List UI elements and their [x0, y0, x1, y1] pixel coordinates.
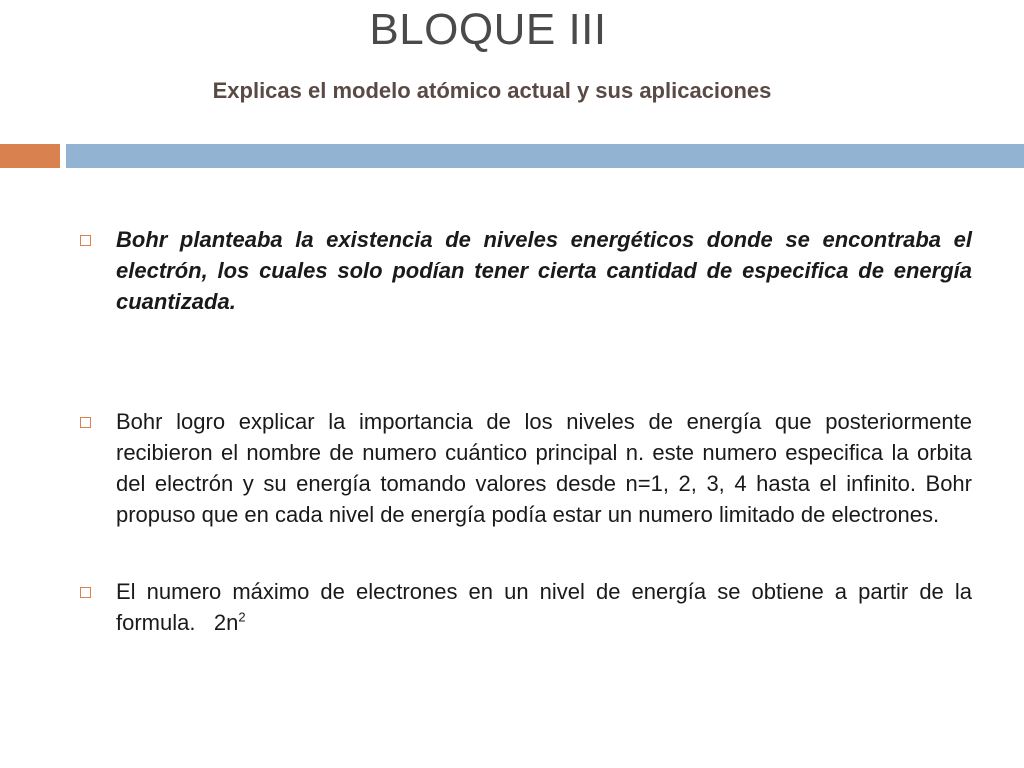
slide-subtitle: Explicas el modelo atómico actual y sus aplicaciones	[212, 78, 772, 103]
formula-base: 2n	[213, 610, 239, 635]
square-bullet-icon	[80, 587, 91, 598]
accent-bar-blue	[66, 144, 1024, 168]
bullet-item-3	[76, 576, 972, 638]
bullet-item-2	[76, 406, 972, 530]
bullet-text: Bohr logro explicar la importancia de los niveles de energía que posteriormente recibieron el nombre de numero cuántico principal n. este numero especifica la orbita del electrón y su energía tomando valores desde n=1, 2, 3, 4 hasta el infinito. Bohr propuso que en cada nivel de energía podía estar un numero limitado de electrones.	[116, 409, 972, 527]
slide-title: BLOQUE III	[369, 5, 607, 54]
bullet-item-1	[76, 224, 972, 317]
square-bullet-icon	[80, 417, 91, 428]
bullet-list	[76, 224, 972, 638]
accent-bar-orange	[0, 144, 60, 168]
bullet-text: Bohr planteaba la existencia de niveles energéticos donde se encontraba el electrón, los cuales solo podían tener cierta cantidad de especifica de energía cuantizada.	[116, 227, 972, 314]
formula-exponent: 2	[238, 609, 246, 625]
bullet-text: El numero máximo de electrones en un nivel de energía se obtiene a partir de la formula.	[116, 579, 972, 635]
square-bullet-icon	[80, 235, 91, 246]
